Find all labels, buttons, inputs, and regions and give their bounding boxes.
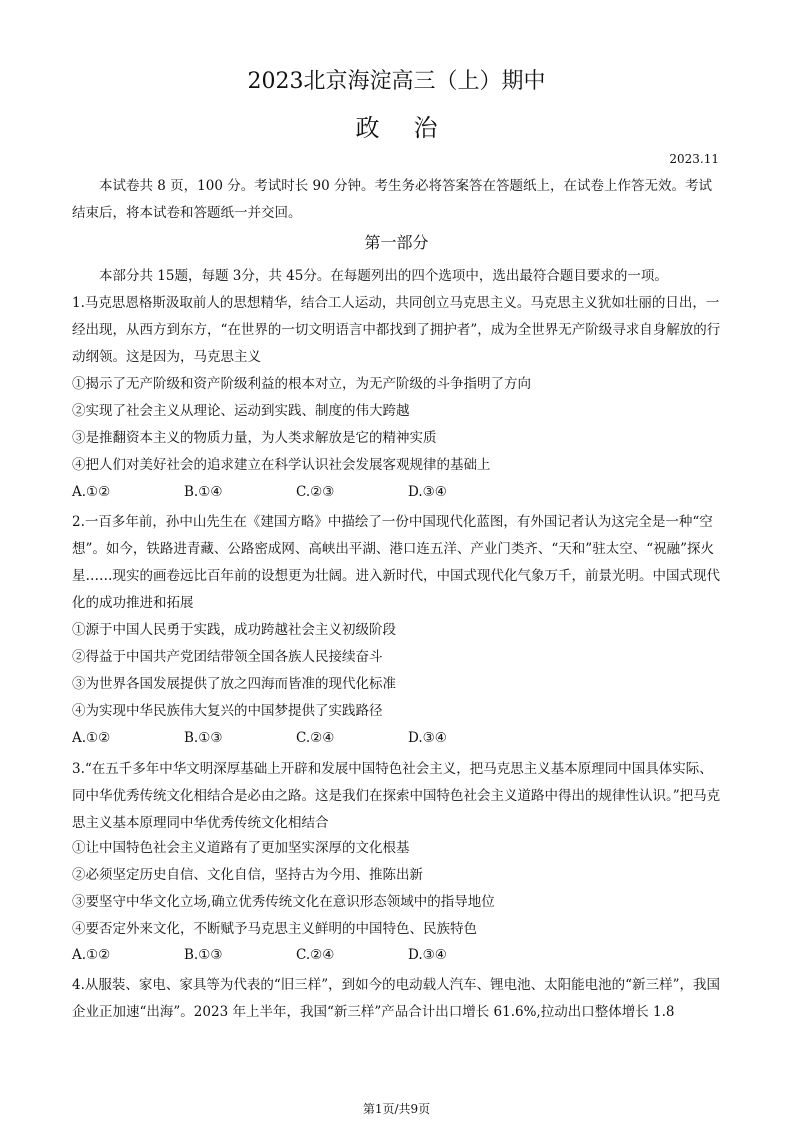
exam-title: 2023北京海淀高三（上）期中	[247, 69, 546, 94]
question-3-option-3: ③要坚守中华文化立场,确立优秀传统文化在意识形态领域中的指导地位	[72, 894, 495, 910]
choice-c: C.②④	[296, 730, 335, 746]
question-3-option-1: ①让中国特色社会主义道路有了更加坚实深厚的文化根基	[72, 840, 410, 856]
question-2-option-3: ③为世界各国发展提供了放之四海而皆准的现代化标准	[72, 676, 396, 692]
choice-b: B.①③	[184, 730, 223, 746]
choice-a: A.①②	[72, 947, 111, 963]
question-3-stem: 3.“在五千多年中华文明深厚基础上开辟和发展中国特色社会主义，把马克思主义基本原理同中国具体实际、同中华优秀传统文化相结合是必由之路。这是我们在探索中国特色社会主义道路中得出的规律性认识。”把马克思主义基本原理同中华优秀传统文化相结合	[72, 761, 721, 831]
question-1-option-2: ②实现了社会主义从理论、运动到实践、制度的伟大跨越	[72, 403, 410, 419]
question-3-option-2: ②必须坚定历史自信、文化自信，坚持古为今用、推陈出新	[72, 867, 423, 883]
question-1-stem: 1.马克思恩格斯汲取前人的思想精华，结合工人运动，共同创立马克思主义。马克思主义犹如壮丽的日出，一经出现，从西方到东方，“在世界的一切文明语言中都找到了拥护者”，成为全世界无产阶级寻求自身解放的行动纲领。这是因为，马克思主义	[72, 295, 721, 365]
question-1-choices	[72, 484, 722, 504]
question-2-option-1: ①源于中国人民勇于实践，成功跨越社会主义初级阶段	[72, 622, 396, 638]
choice-d: D.③④	[408, 947, 447, 963]
instructions: 本试卷共 8 页，100 分。考试时长 90 分钟。考生务必将答案答在答题纸上，在试卷上作答无效。考试结束后，将本试卷和答题纸一并交回。	[72, 178, 712, 221]
choice-c: C.②③	[296, 484, 335, 500]
section-intro: 本部分共 15题，每题 3分，共 45分。在每题列出的四个选项中，选出最符合题目要求的一项。	[99, 268, 668, 284]
question-3-option-4: ④要否定外来文化，不断赋予马克思主义鲜明的中国特色、民族特色	[72, 921, 477, 937]
choice-b: B.①④	[184, 484, 223, 500]
question-2-choices	[72, 730, 722, 750]
question-4-stem: 4.从服装、家电、家具等为代表的“旧三样”，到如今的电动载人汽车、锂电池、太阳能电池的“新三样”，我国企业正加速“出海”。2023 年上半年，我国“新三样”产品合计出口增长 61.6%,拉动出口整体增长 1.8	[72, 977, 720, 1020]
question-3-choices	[72, 947, 722, 967]
choice-b: B.①③	[184, 947, 223, 963]
page-footer: 第1页/共9页	[362, 1102, 431, 1116]
question-2-stem: 2.一百多年前，孙中山先生在《建国方略》中描绘了一份中国现代化蓝图，有外国记者认为这完全是一种“空想”。如今，铁路进青藏、公路密成网、高峡出平湖、港口连五洋、产业门类齐、“天和”驻太空、“祝融”探火星……现实的画卷远比百年前的设想更为壮阔。进入新时代，中国式现代化气象万千，前景光明。中国式现代化的成功推进和拓展	[72, 514, 720, 611]
subject-title: 政治	[355, 114, 472, 142]
choice-a: A.①②	[72, 730, 111, 746]
question-2-option-4: ④为实现中华民族伟大复兴的中国梦提供了实践路径	[72, 703, 383, 719]
choice-c: C.②④	[296, 947, 335, 963]
exam-date: 2023.11	[669, 152, 719, 166]
section-title: 第一部分	[364, 233, 429, 252]
question-1-option-3: ③是推翻资本主义的物质力量，为人类求解放是它的精神实质	[72, 430, 437, 446]
choice-a: A.①②	[72, 484, 111, 500]
choice-d: D.③④	[408, 730, 447, 746]
question-1-option-1: ①揭示了无产阶级和资产阶级利益的根本对立，为无产阶级的斗争指明了方向	[72, 376, 531, 392]
question-1-option-4: ④把人们对美好社会的追求建立在科学认识社会发展客观规律的基础上	[72, 457, 491, 473]
question-2-option-2: ②得益于中国共产党团结带领全国各族人民接续奋斗	[72, 649, 383, 665]
choice-d: D.③④	[408, 484, 447, 500]
